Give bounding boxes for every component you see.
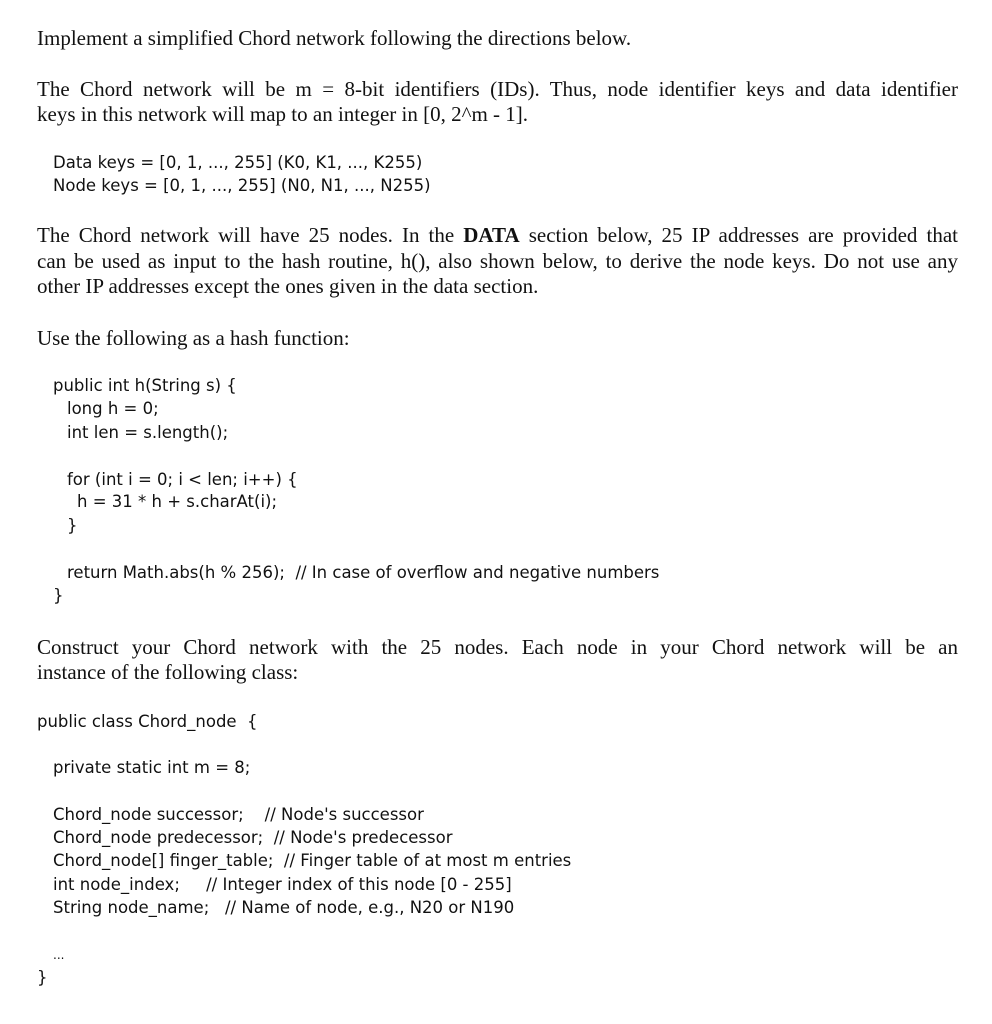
text: section below, 25 IP addresses are provided that xyxy=(519,223,958,247)
data-keys-line: Data keys = [0, 1, ..., 255] (K0, K1, ..., K255) xyxy=(53,153,423,172)
nodes-paragraph-line: can be used as input to the hash routine, h(), also shown below, to derive the node keys. Do not use any xyxy=(37,249,958,273)
code-line: public int h(String s) { xyxy=(53,376,237,395)
construct-paragraph-line: Construct your Chord network with the 25 nodes. Each node in your Chord network will be an xyxy=(37,635,958,659)
node-keys-line: Node keys = [0, 1, ..., 255] (N0, N1, ..., N255) xyxy=(53,176,431,195)
class-field: int node_index; // Integer index of this node [0 - 255] xyxy=(53,875,512,894)
code-line: long h = 0; xyxy=(67,399,159,418)
class-header: public class Chord_node { xyxy=(37,712,258,731)
class-ellipsis: ... xyxy=(53,948,65,962)
data-bold-text: DATA xyxy=(463,223,520,247)
code-line: return Math.abs(h % 256); // In case of overflow and negative numbers xyxy=(67,563,660,582)
intro-text: Implement a simplified Chord network following the directions below. xyxy=(37,26,632,50)
nodes-paragraph-line: other IP addresses except the ones given in the data section. xyxy=(37,274,539,298)
nodes-paragraph-line xyxy=(37,223,958,247)
code-line: } xyxy=(53,586,64,605)
class-field: String node_name; // Name of node, e.g., N20 or N190 xyxy=(53,898,515,917)
code-line: h = 31 * h + s.charAt(i); xyxy=(77,492,278,511)
construct-paragraph-line: instance of the following class: xyxy=(37,660,299,684)
code-line: int len = s.length(); xyxy=(67,423,229,442)
class-field: Chord_node predecessor; // Node's predecessor xyxy=(53,828,453,847)
text: The Chord network will have 25 nodes. In the xyxy=(37,223,464,247)
code-line: for (int i = 0; i < len; i++) { xyxy=(67,470,298,489)
class-field: Chord_node successor; // Node's successor xyxy=(53,805,424,824)
id-paragraph-line: The Chord network will be m = 8-bit identifiers (IDs). Thus, node identifier keys and data identifier xyxy=(37,77,958,101)
code-line: } xyxy=(67,516,78,535)
id-paragraph-line: keys in this network will map to an integer in [0, 2^m - 1]. xyxy=(37,102,529,126)
class-close-brace: } xyxy=(37,968,48,987)
class-static-field: private static int m = 8; xyxy=(53,758,251,777)
hash-intro-text: Use the following as a hash function: xyxy=(37,326,350,350)
class-field: Chord_node[] finger_table; // Finger table of at most m entries xyxy=(53,851,572,870)
